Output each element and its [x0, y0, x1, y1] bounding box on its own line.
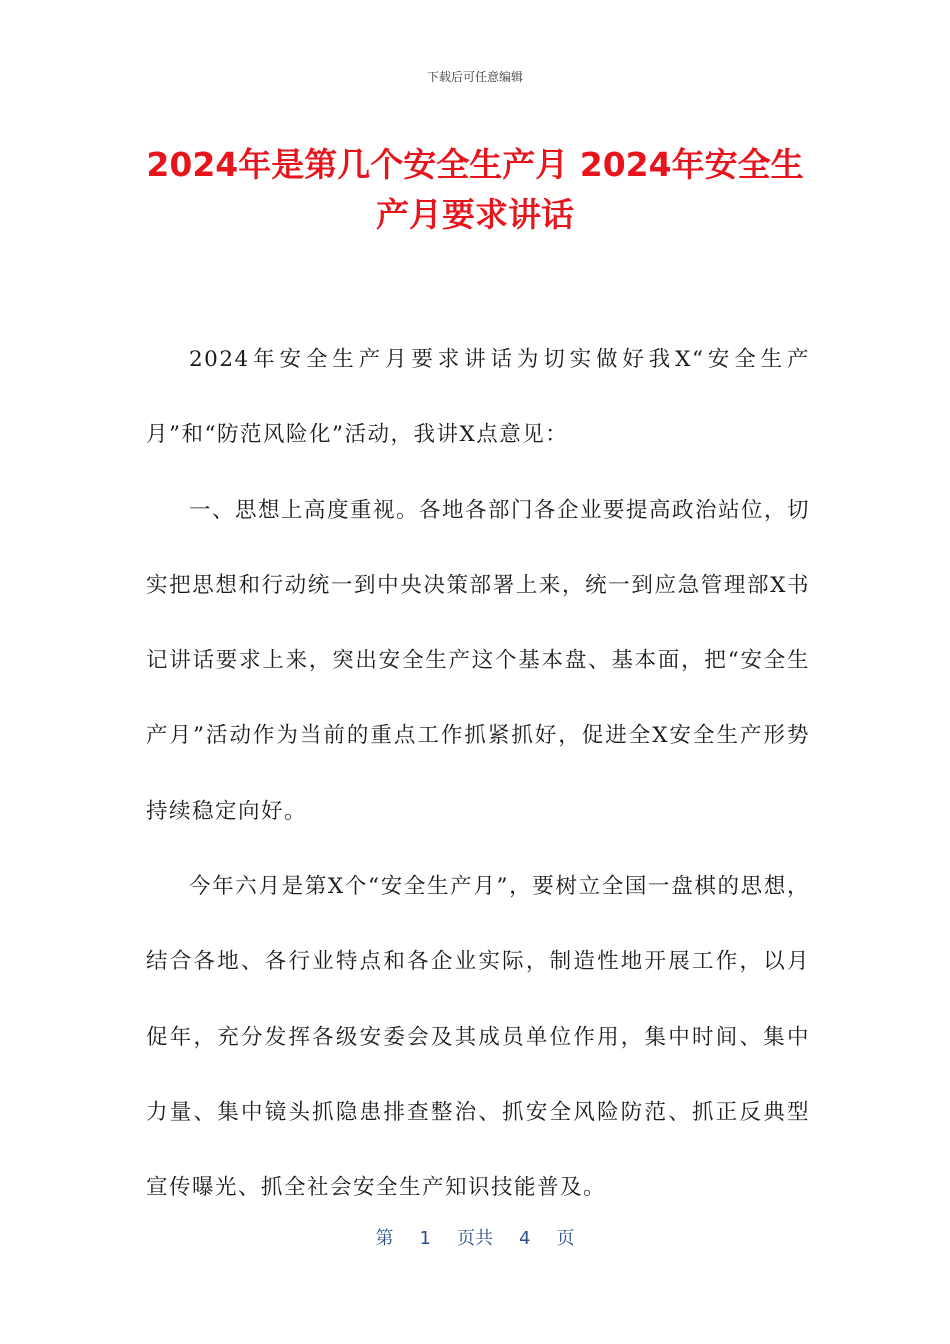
footer-middle: 页共: [457, 1228, 493, 1249]
title-line-1: 2024年是第几个安全生产月 2024年安全生: [146, 145, 804, 184]
paragraph-1: 2024年安全生产月要求讲话为切实做好我X“安全生产月”和“防范风险化”活动，我讲X点意见：: [146, 347, 810, 448]
header-note: 下载后可任意编辑: [426, 70, 523, 84]
title-line-2: 产月要求讲话: [376, 195, 574, 234]
page-footer: [0, 1224, 950, 1250]
paragraph-2: 一、思想上高度重视。各地各部门各企业要提高政治站位，切实把思想和行动统一到中央决策部署上来，统一到应急管理部X书记讲话要求上来，突出安全生产这个基本盘、基本面，把“安全生产月”活动作为当前的重点工作抓紧抓好，促进全X安全生产形势持续稳定向好。: [146, 497, 811, 824]
document-body: [146, 322, 810, 1226]
footer-total-pages: 4: [519, 1228, 531, 1249]
document-title: [120, 140, 830, 240]
footer-current-page: 1: [419, 1228, 431, 1249]
paragraph-3: 今年六月是第X个“安全生产月”，要树立全国一盘棋的思想，结合各地、各行业特点和各企业实际，制造性地开展工作，以月促年，充分发挥各级安委会及其成员单位作用，集中时间、集中力量、集中镜头抓隐患排查整治、抓安全风险防范、抓正反典型宣传曝光、抓全社会安全生产知识技能普及。: [146, 874, 810, 1201]
footer-prefix: 第: [375, 1228, 394, 1249]
footer-suffix: 页: [556, 1228, 575, 1249]
